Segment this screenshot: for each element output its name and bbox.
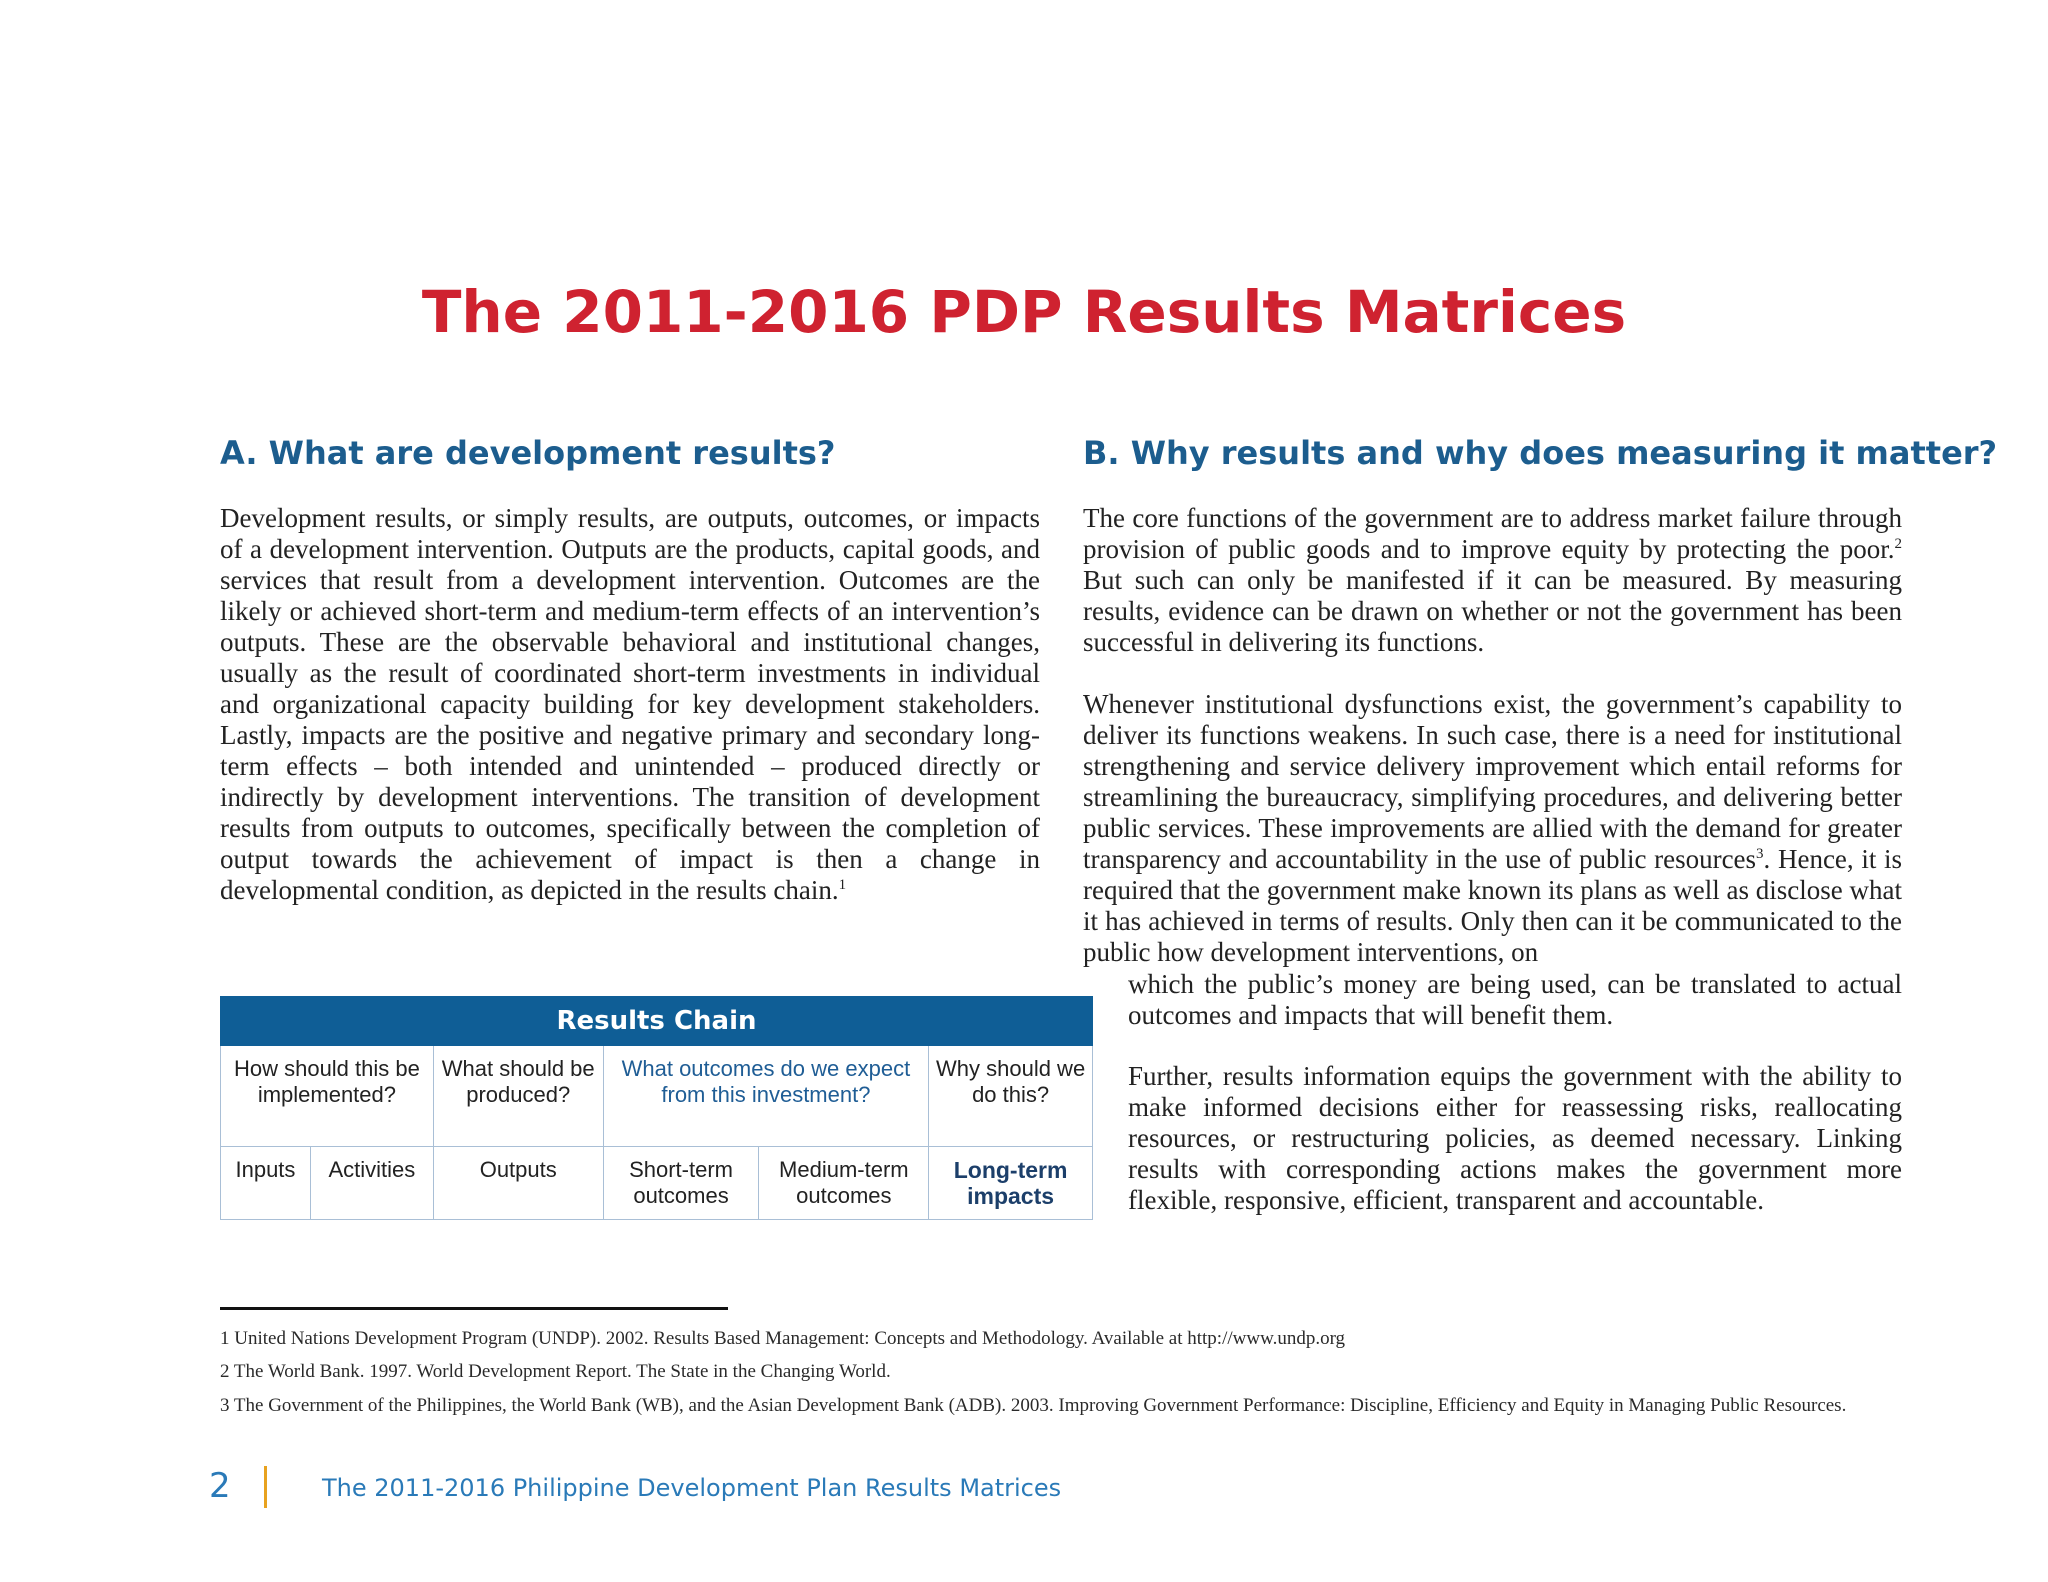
section-a-paragraph	[220, 503, 1040, 906]
stage-activities: Activities	[310, 1147, 433, 1220]
footnote-1: 1 United Nations Development Program (UNDP). 2002. Results Based Management: Concepts and Methodology. Available at http://www.undp.org	[220, 1328, 1346, 1349]
stage-outputs: Outputs	[433, 1147, 603, 1220]
footnote-ref-3[interactable]: 3	[1756, 846, 1764, 862]
running-title: The 2011-2016 Philippine Development Plan Results Matrices	[322, 1474, 1062, 1502]
footnote-3: 3 The Government of the Philippines, the World Bank (WB), and the Asian Development Bank (ADB). 2003. Improving Government Performance: Discipline, Efficiency and Equity in Managing Public Resources.	[220, 1395, 1847, 1416]
section-b-heading: B. Why results and why does measuring it matter?	[1083, 434, 1998, 472]
section-b-paragraph-3: Further, results information equips the government with the ability to make informed decisions either for reassessing risks, reallocating resources, or restructuring policies, as deemed necessary. Linking results with corresponding actions makes the government more flexible, responsive, efficient, transparent and accountable.	[1128, 1061, 1902, 1215]
results-chain-title: Results Chain	[221, 997, 1093, 1046]
footnote-ref-2[interactable]: 2	[1894, 536, 1902, 552]
section-b-p1-rest: But such can only be manifested if it can be measured. By measuring results, evidence can be drawn on whether or not the government has been successful in delivering its functions.	[1083, 565, 1902, 657]
question-outputs: What should be produced?	[433, 1046, 603, 1147]
section-b-p2-text: Whenever institutional dysfunctions exist, the government’s capability to deliver its functions weakens. In such case, there is a need for institutional strengthening and service delivery improvement which entail reforms for streamlining the bureaucracy, simplifying procedures, and delivering better public services. These improvements are allied with the demand for greater transparency and accountability in the use of public resources	[1083, 689, 1902, 874]
stage-medium-term-outcomes: Medium-term outcomes	[759, 1147, 929, 1220]
stage-inputs: Inputs	[221, 1147, 311, 1220]
page-title: The 2011-2016 PDP Results Matrices	[421, 278, 1627, 346]
stage-long-term-impacts: Long-term impacts	[929, 1147, 1093, 1220]
section-a-text: Development results, or simply results, are outputs, outcomes, or impacts of a development intervention. Outputs are the products, capital goods, and services that result from a development intervention. Outcomes are the likely or achieved short-term and medium-term effects of an intervention’s outputs. These are the observable behavioral and institutional changes, usually as the result of coordinated short-term investments in individual and organizational capacity building for key development stakeholders. Lastly, impacts are the positive and negative primary and secondary long-term effects – both intended and unintended – produced directly or indirectly by development interventions. The transition of development results from outputs to outcomes, specifically between the completion of output towards the achievement of impact is then a change in developmental condition, as depicted in the results chain.	[220, 503, 1040, 905]
question-outcomes: What outcomes do we expect from this investment?	[603, 1046, 929, 1147]
results-chain-table	[220, 996, 1093, 1220]
question-implementation: How should this be implemented?	[221, 1046, 434, 1147]
section-b-paragraph-2	[1083, 689, 1902, 968]
section-b-paragraph-1	[1083, 503, 1902, 658]
question-impacts: Why should we do this?	[929, 1046, 1093, 1147]
footnote-ref-1[interactable]: 1	[838, 877, 847, 893]
section-b-p2-mid: . Hence, it is required that the government make known its plans as well as disclose what it has achieved in terms of results. Only then can it be communicated to the public how development interventions, on	[1083, 844, 1902, 967]
section-a-heading: A. What are development results?	[220, 434, 836, 472]
section-b-p1-text: The core functions of the government are to address market failure through provision of public goods and to improve equity by protecting the poor.	[1083, 503, 1902, 564]
footer-divider	[264, 1466, 267, 1508]
stage-short-term-outcomes: Short-term outcomes	[603, 1147, 759, 1220]
page-number: 2	[209, 1466, 231, 1506]
footnote-2: 2 The World Bank. 1997. World Development Report. The State in the Changing World.	[220, 1361, 891, 1382]
footnote-divider	[220, 1307, 728, 1310]
section-b-paragraph-2-tail: which the public’s money are being used, can be translated to actual outcomes and impacts that will benefit them.	[1128, 969, 1902, 1030]
